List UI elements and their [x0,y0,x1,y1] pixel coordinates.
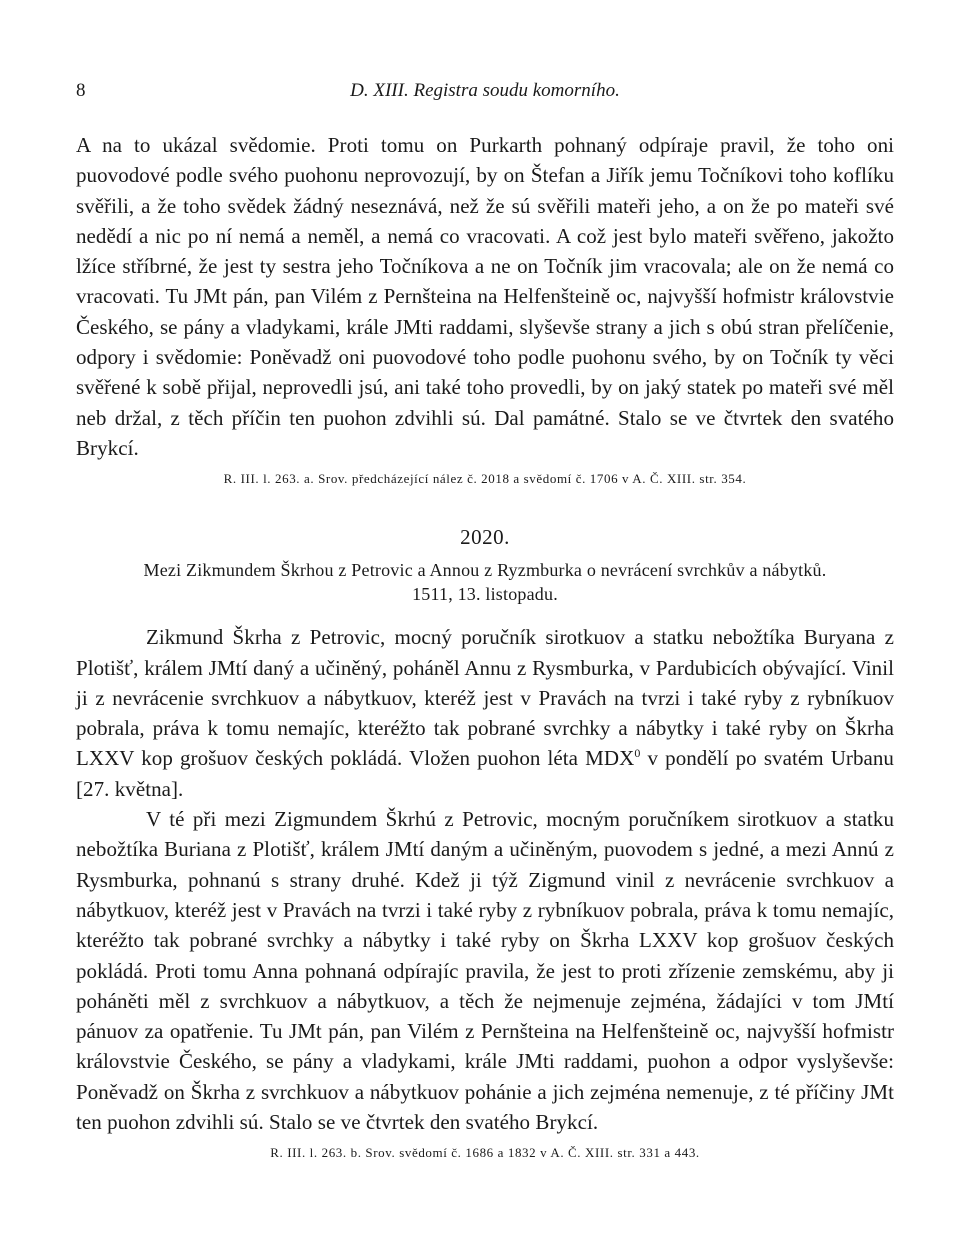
previous-entry-note: R. III. l. 263. a. Srov. předcházející nález č. 2018 a svědomí č. 1706 v A. Č. XIII. str. 354. [223,471,747,487]
previous-entry-text: A na to ukázal svědomie. Proti tomu on Purkarth pohnaný odpíraje pravil, že toho oni puovodové podle svého puohonu neprovozují, by on Štefan a Jiřík jemu Točníkovi toho koflíku svěřili, a že toho svědek žádný neseznává, než že sú svěřili mateři jeho, a on že po mateři své nedědí a nic po ní nemá a neměl, a nemá co vracovati. A což jest bylo mateři svěřeno, jakožto lžíce stříbrné, že jest ty sestra jeho Točníkova a ne on Točník jim vracovala; ale on že nemá co vracovati. Tu JMt pán, pan Vilém z Pernšteina na Helfenšteině oc, najvyšší hofmistr královstvie Českého, se pány a vladykami, krále JMti raddami, slyševše strany a jich s obú stran přelíčenie, odpory i svědomie: Poněvadž oni puovodové toho podle puohonu svého, by on Točník ty věci svěřené k sobě přijal, neprovedli jsú, ani také toho provedli, by on jaký statek po mateři své měl neb držal, z těch příčin ten puohon zdvihli sú. Dal památné. Stalo se ve čtvrtek den svatého Brykcí. [76,133,894,460]
entry-number: 2020. [460,525,510,550]
entry-note: R. III. l. 263. b. Srov. svědomí č. 1686 a 1832 v A. Č. XIII. str. 331 a 443. [270,1145,700,1161]
entry-summary [76,558,894,606]
page [76,76,894,1163]
running-title: D. XIII. Registra soudu komorního. [350,80,620,101]
page-number: 8 [76,80,86,101]
entry-summary-parties: Mezi Zikmundem Škrhou z Petrovic a Annou z Ryzmburka o nevrácení svrchkův a nábytků. [143,560,827,581]
page-body [76,130,894,1163]
entry-paragraph-1-text: Zikmund Škrha z Petrovic, mocný poručník sirotkuov a statku nebožtíka Buryana z Plotišť, králem JMtí daný a učiněný, poháněl Annu z Rysmburka, v Pardubicích obývající. Vinil ji z nevrácenie svrchkuov a nábytkuov, kteréž jest v Pravách na tvrzi i také ryby z rybníkuov pobrala, práva k tomu nemajíc, kteréžto tak pobrané svrchky a nábytky i také ryby on Škrha LXXV kop grošuov českých pokládá. Vložen puohon léta MDX [76,625,894,771]
entry-paragraph-1-end: v pondělí po svatém Urbanu [27. května]. [76,746,894,801]
entry-paragraph-1 [76,622,894,804]
entry-paragraph-2: V té při mezi Zigmundem Škrhú z Petrovic, mocným poručníkem sirotkuov a statku nebožtíka Buriana z Plotišť, králem JMtí daným a učiněným, puovodem s jedné, a mezi Annú z Rysmburka, pohnanú s strany druhé. Kdež ji týž Zigmund vinil z nevrácenie svrchkuov a nábytkuov, kteréž jest v Pravách na tvrzi i také ryby z rybníkuov pobrala, práva k tomu nemajíc, kteréžto tak pobrané svrchky a nábytky i také ryby on Škrha LXXV kop grošuov českých pokládá. Proti tomu Anna pohnaná odpírajíc pravila, že jest to proti zřízenie zemskému, aby ji poháněti měl z svrchkuov a nábytkuov, a těch že nejmenuje zejména, žádajíci v tom JMtí pánuov za opatřenie. Tu JMt pán, pan Vilém z Pernšteina na Helfenšteině oc, najvyšší hofmistr královstvie Českého, se pány a vladykami, krále JMti raddami, puohon a odpor vyslyševše: Poněvadž on Škrha z svrchkuov a nábytkuov pohánie a jich zejména nemenuje, z té příčiny JMt ten puohon zdvihli sú. Stalo se ve čtvrtek den svatého Brykcí. [76,807,894,1135]
entry-paragraph-1-superscript: 0 [634,746,641,761]
entry-date: 1511, 13. listopadu. [412,584,558,605]
page-header [76,76,894,116]
